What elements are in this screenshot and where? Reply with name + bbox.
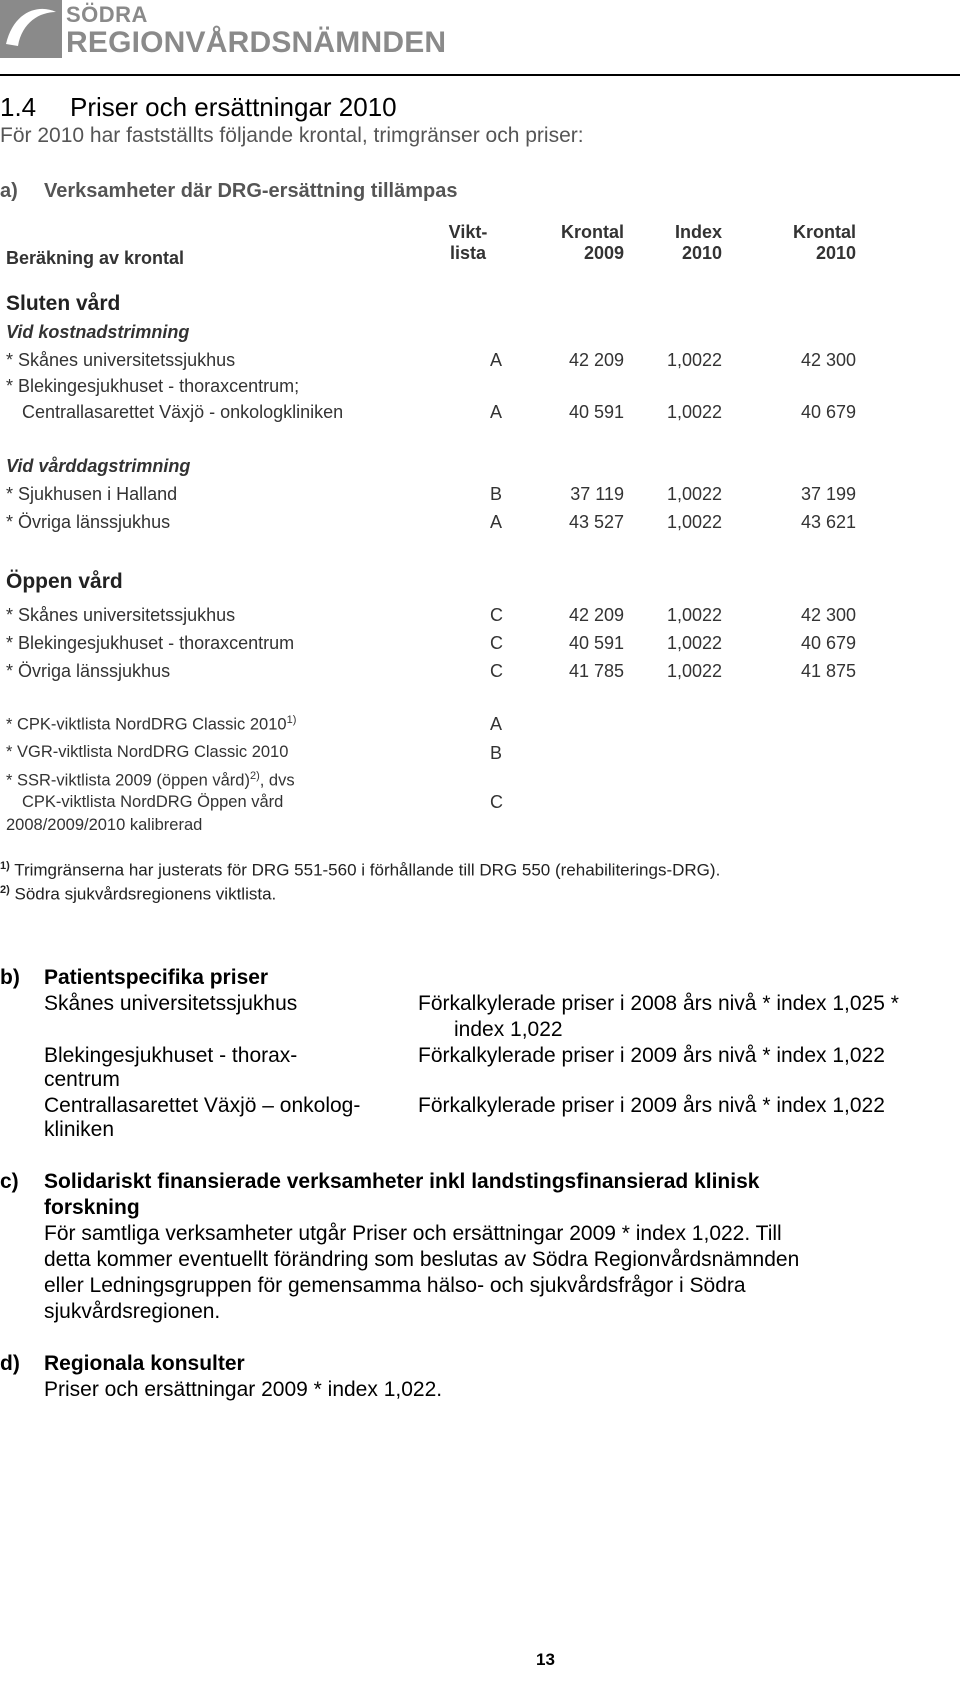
table-label: Beräkning av krontal bbox=[6, 248, 185, 268]
page-title: Priser och ersättningar 2010 bbox=[70, 92, 397, 122]
section-c-text-line: För samtliga verksamheter utgår Priser och ersättningar 2009 * index 1,022. Till bbox=[44, 1222, 782, 1245]
section-a-heading: Verksamheter där DRG-ersättning tillämpas bbox=[44, 180, 458, 202]
section-a-label: a) bbox=[0, 180, 18, 202]
section-d-heading: Regionala konsulter bbox=[44, 1352, 245, 1375]
footnote-2: $^{2)}$ Södra sjukvårdsregionens viktlista. bbox=[0, 884, 277, 904]
section-c-heading: Solidariskt finansierade verksamheter inkl landstingsfinansierad klinisk bbox=[44, 1170, 760, 1193]
col-header-krontal-2009: Krontal 2009 bbox=[561, 222, 624, 263]
col-header-viktlista: Vikt- lista bbox=[448, 222, 488, 263]
section-c-text-line: detta kommer eventuellt förändring som beslutas av Södra Regionvårdsnämnden bbox=[44, 1248, 800, 1271]
footnote-1: $^{1)}$ Trimgränserna har justerats för DRG 551-560 i förhållande till DRG 550 (rehabiliterings-DRG). bbox=[0, 860, 721, 880]
section-b-heading: Patientspecifika priser bbox=[44, 966, 269, 989]
section-d-text: Priser och ersättningar 2009 * index 1,022. bbox=[44, 1378, 443, 1401]
varddagstrimning-heading: Vid vårddagstrimning bbox=[6, 456, 191, 476]
col-header-krontal-2010: Krontal 2010 bbox=[793, 222, 856, 263]
section-c-label: c) bbox=[0, 1170, 19, 1193]
oppen-vard-heading: Öppen vård bbox=[6, 570, 123, 593]
logo-emblem-icon bbox=[0, 0, 62, 58]
section-b-label: b) bbox=[0, 966, 20, 989]
kostnadstrimning-heading: Vid kostnadstrimning bbox=[6, 322, 190, 342]
section-d-label: d) bbox=[0, 1352, 20, 1375]
intro-text: För 2010 har fastställts följande krontal, trimgränser och priser: bbox=[0, 124, 584, 147]
sluten-vard-heading: Sluten vård bbox=[6, 292, 121, 315]
header-divider bbox=[0, 74, 960, 76]
page-number: 13 bbox=[536, 1650, 555, 1669]
section-c-heading-cont: forskning bbox=[44, 1196, 140, 1219]
logo-organisation: REGIONVÅRDSNÄMNDEN bbox=[66, 26, 447, 59]
section-c-text-line: sjukvårdsregionen. bbox=[44, 1300, 221, 1323]
logo-name: SÖDRA bbox=[66, 2, 148, 27]
section-number: 1.4 bbox=[0, 92, 37, 122]
section-c-text-line: eller Ledningsgruppen för gemensamma hälso- och sjukvårdsfrågor i Södra bbox=[44, 1274, 746, 1297]
col-header-index-2010: Index 2010 bbox=[674, 222, 722, 263]
